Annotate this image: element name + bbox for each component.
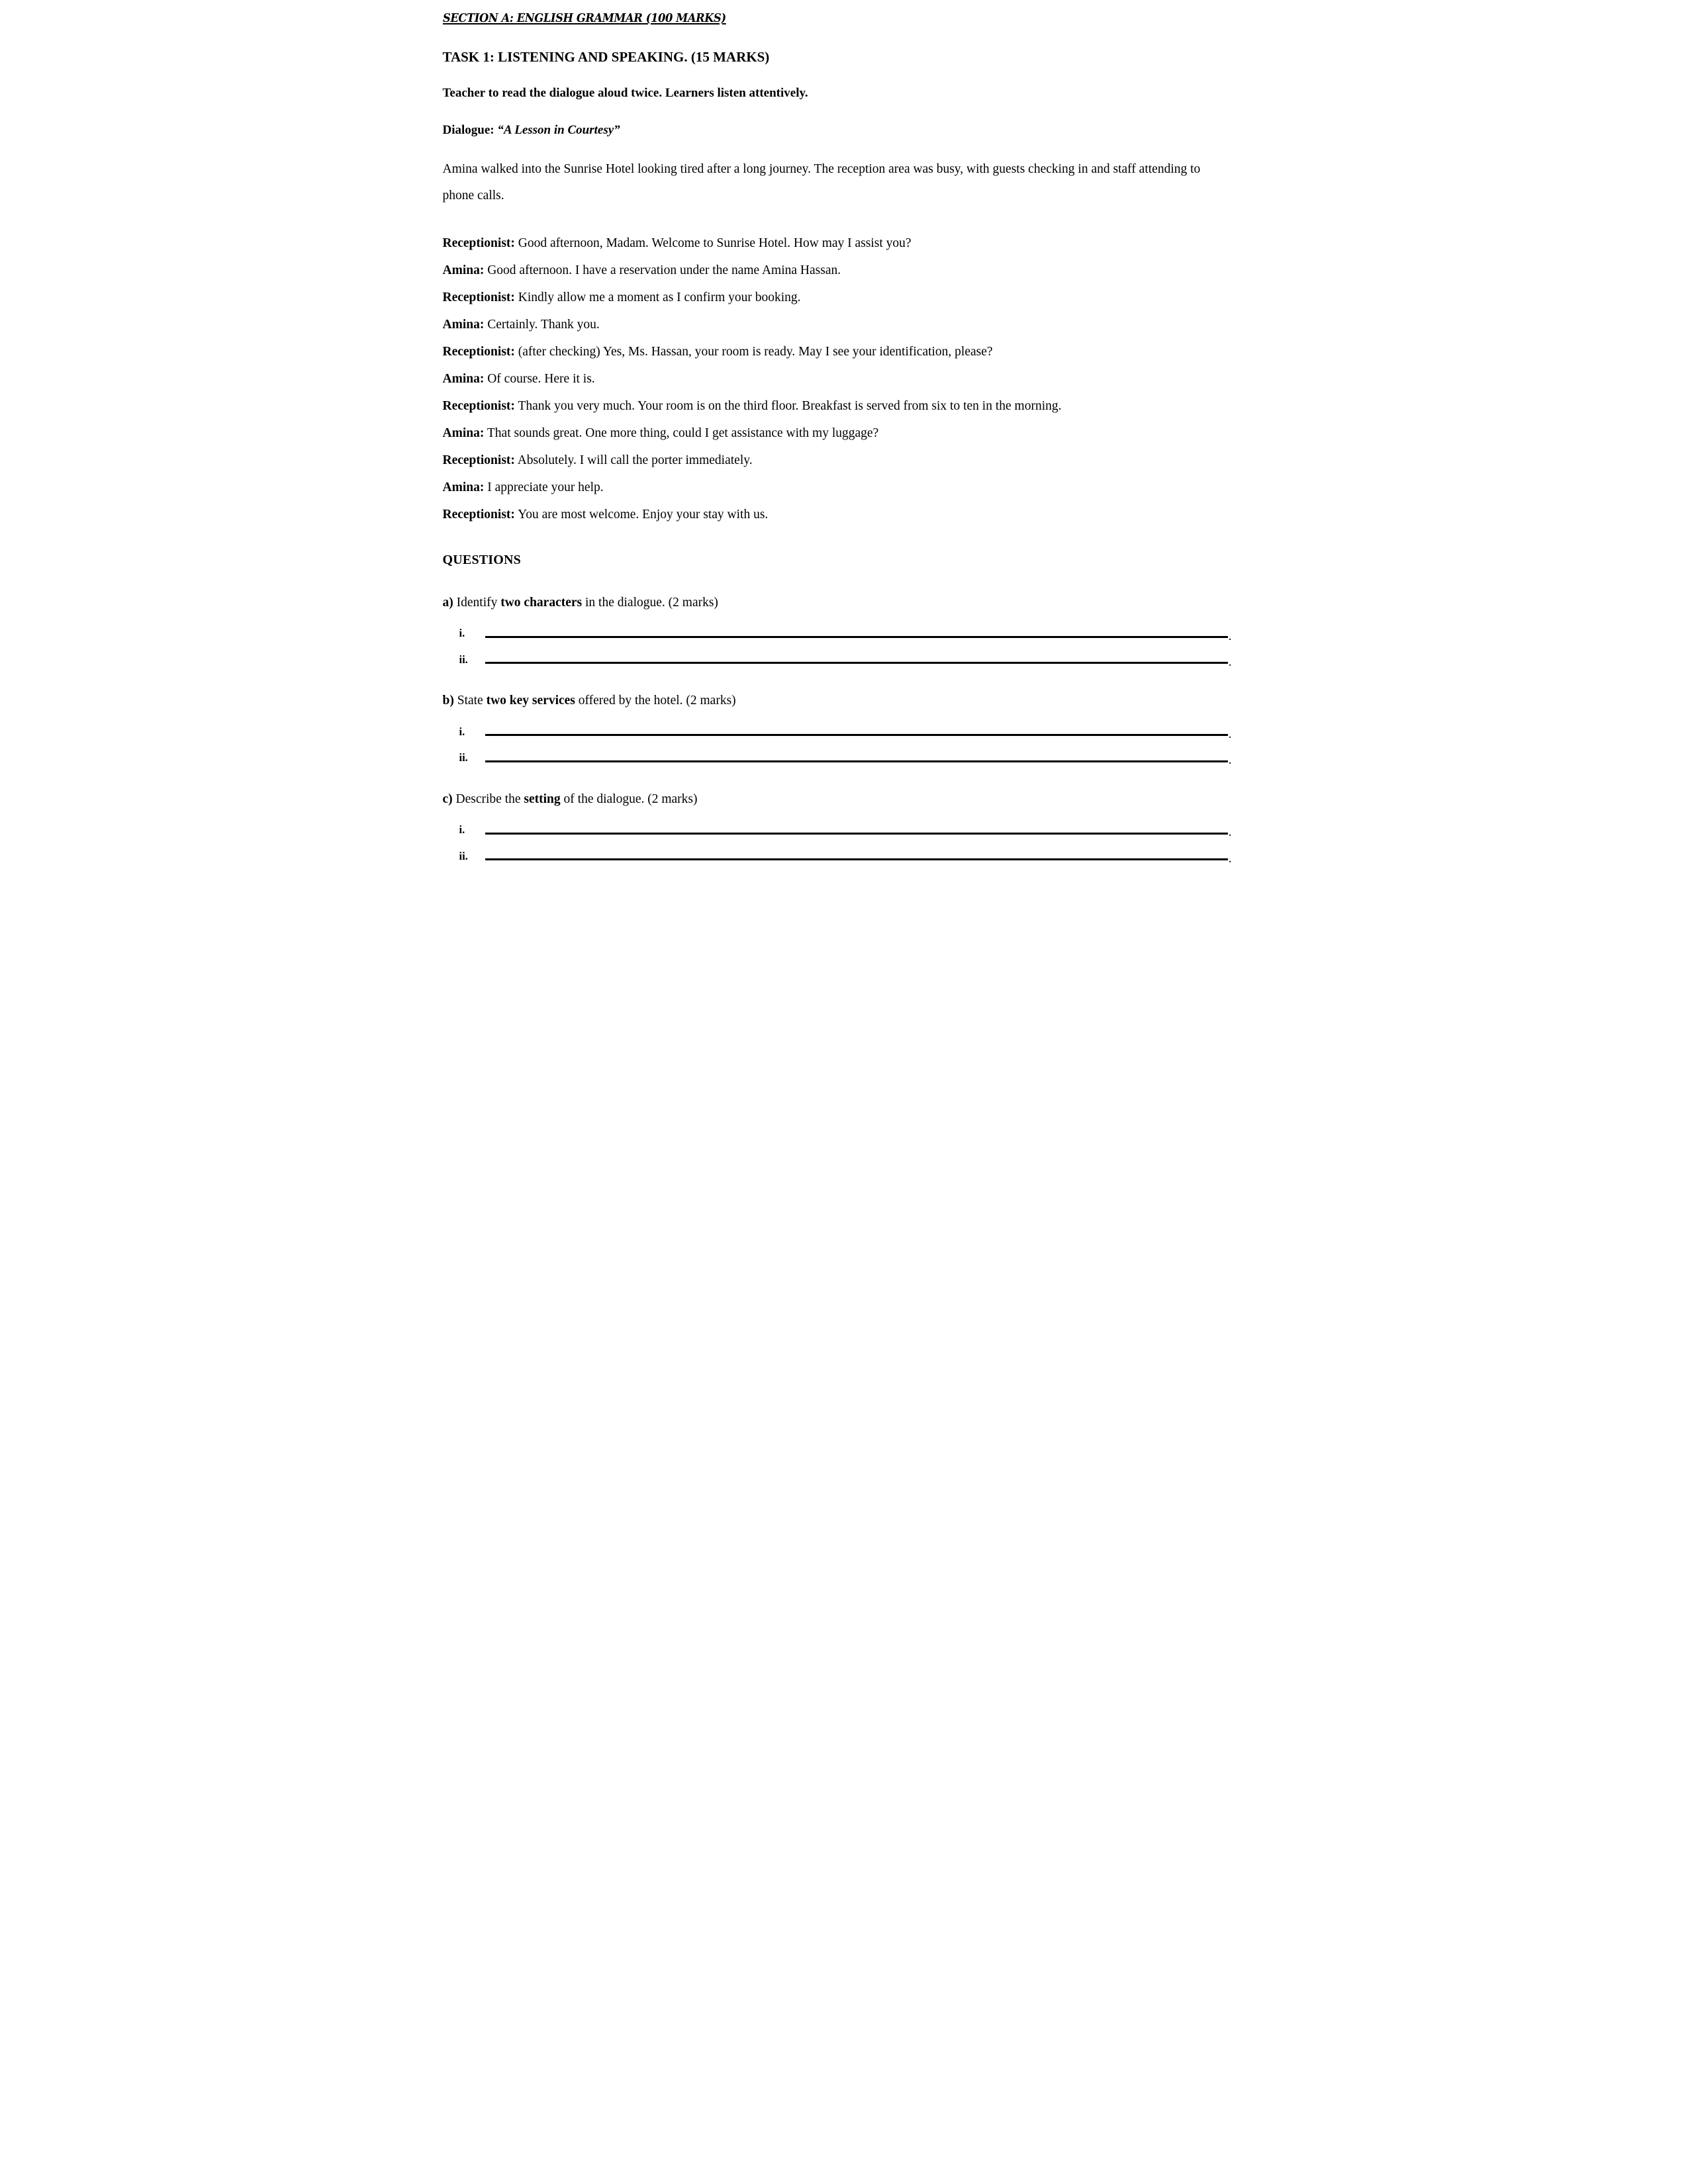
answer-row[interactable] [443, 849, 1232, 866]
question-pre: Describe the [452, 792, 524, 806]
answer-terminator: . [1228, 851, 1232, 866]
dialogue-label: Dialogue: [442, 122, 494, 137]
question-post: in the dialogue. (2 marks) [582, 596, 718, 610]
answer-marker: ii. [459, 751, 468, 764]
speaker-utterance: That sounds great. One more thing, could I get assistance with my luggage? [487, 426, 879, 440]
speaker-name: Receptionist: [442, 398, 515, 413]
answer-row[interactable] [443, 751, 1232, 768]
dialogue-line [443, 400, 1232, 413]
question-post: of the dialogue. (2 marks) [560, 792, 698, 806]
answer-write-line[interactable] [485, 635, 1228, 638]
narrative-paragraph: Amina walked into the Sunrise Hotel looking tired after a long journey. The reception area was busy, with guests checking in and staff attending to phone calls. [442, 161, 1201, 203]
dialogue-title-line [443, 122, 1232, 139]
answer-write-line[interactable] [485, 858, 1228, 860]
question-letter: b) [442, 694, 454, 708]
question-block-a [442, 594, 1232, 670]
speaker-utterance: Thank you very much. Your room is on the third floor. Breakfast is served from six to ten in the morning. [518, 398, 1062, 413]
answer-row[interactable] [443, 653, 1232, 670]
answer-marker: i. [459, 627, 465, 640]
question-pre: Identify [453, 596, 501, 610]
answer-terminator: . [1228, 655, 1232, 670]
dialogue-line [443, 345, 1232, 359]
answer-row[interactable] [443, 823, 1232, 840]
speaker-utterance: I appreciate your help. [487, 480, 604, 494]
answer-terminator: . [1228, 629, 1232, 643]
speaker-name: Amina: [442, 263, 485, 277]
answer-lines [443, 823, 1232, 866]
answer-row[interactable] [443, 627, 1232, 643]
answer-marker: ii. [459, 653, 468, 666]
speaker-utterance: (after checking) Yes, Ms. Hassan, your room is ready. May I see your identification, please? [518, 344, 993, 359]
speaker-utterance: Certainly. Thank you. [487, 317, 600, 332]
answer-lines [443, 627, 1232, 670]
speaker-utterance: Good afternoon. I have a reservation under the name Amina Hassan. [487, 263, 841, 277]
dialogue-name: “A Lesson in Courtesy” [497, 122, 620, 137]
answer-lines [443, 725, 1232, 768]
speaker-name: Receptionist: [442, 453, 515, 467]
speaker-name: Receptionist: [442, 507, 515, 522]
question-post: offered by the hotel. (2 marks) [575, 694, 736, 708]
dialogue-line [443, 264, 1232, 277]
speaker-utterance: Good afternoon, Madam. Welcome to Sunrise Hotel. How may I assist you? [518, 236, 912, 250]
answer-write-line[interactable] [485, 661, 1228, 664]
question-letter: a) [442, 596, 453, 610]
task-heading: TASK 1: LISTENING AND SPEAKING. (15 MARKS) [442, 49, 770, 65]
speaker-name: Amina: [442, 317, 485, 332]
answer-write-line[interactable] [485, 760, 1228, 762]
speaker-utterance: Absolutely. I will call the porter immediately. [517, 453, 753, 467]
question-text [443, 594, 1232, 611]
question-block-b [442, 692, 1232, 768]
dialogue-line [443, 318, 1232, 332]
dialogue-line [443, 454, 1232, 467]
dialogue-line [443, 373, 1232, 386]
question-emphasis: two characters [500, 596, 583, 610]
question-letter: c) [442, 792, 453, 806]
answer-marker: i. [459, 725, 465, 738]
answer-row[interactable] [443, 727, 1232, 739]
speaker-name: Receptionist: [442, 236, 515, 250]
teacher-instruction: Teacher to read the dialogue aloud twice. Learners listen attentively. [442, 86, 808, 101]
answer-terminator: . [1228, 753, 1232, 768]
answer-marker: i. [459, 823, 465, 837]
speaker-name: Amina: [442, 426, 485, 440]
speaker-name: Amina: [442, 480, 485, 494]
exam-page [422, 0, 1266, 1092]
answer-write-line[interactable] [485, 733, 1228, 736]
speaker-name: Amina: [442, 371, 485, 386]
question-block-c [442, 791, 1232, 866]
dialogue-line [443, 237, 1232, 250]
answer-write-line[interactable] [485, 832, 1228, 835]
dialogue-transcript [443, 237, 1232, 522]
answer-marker: ii. [459, 849, 468, 862]
section-title: SECTION A: ENGLISH GRAMMAR (100 MARKS) [442, 12, 726, 25]
question-pre: State [453, 694, 487, 708]
question-text [443, 791, 1232, 807]
questions-heading: QUESTIONS [442, 553, 522, 568]
question-emphasis: setting [524, 792, 561, 806]
dialogue-line [443, 481, 1232, 494]
dialogue-line [443, 508, 1232, 522]
speaker-utterance: Of course. Here it is. [487, 371, 595, 386]
dialogue-line [443, 427, 1232, 440]
speaker-utterance: You are most welcome. Enjoy your stay with us. [518, 507, 769, 522]
speaker-name: Receptionist: [442, 344, 515, 359]
question-text [443, 692, 1232, 709]
speaker-utterance: Kindly allow me a moment as I confirm your booking. [518, 290, 801, 304]
question-emphasis: two key services [486, 694, 575, 708]
dialogue-line [443, 291, 1232, 304]
speaker-name: Receptionist: [442, 290, 515, 304]
answer-terminator: . [1228, 825, 1232, 840]
answer-terminator: . [1228, 727, 1232, 741]
